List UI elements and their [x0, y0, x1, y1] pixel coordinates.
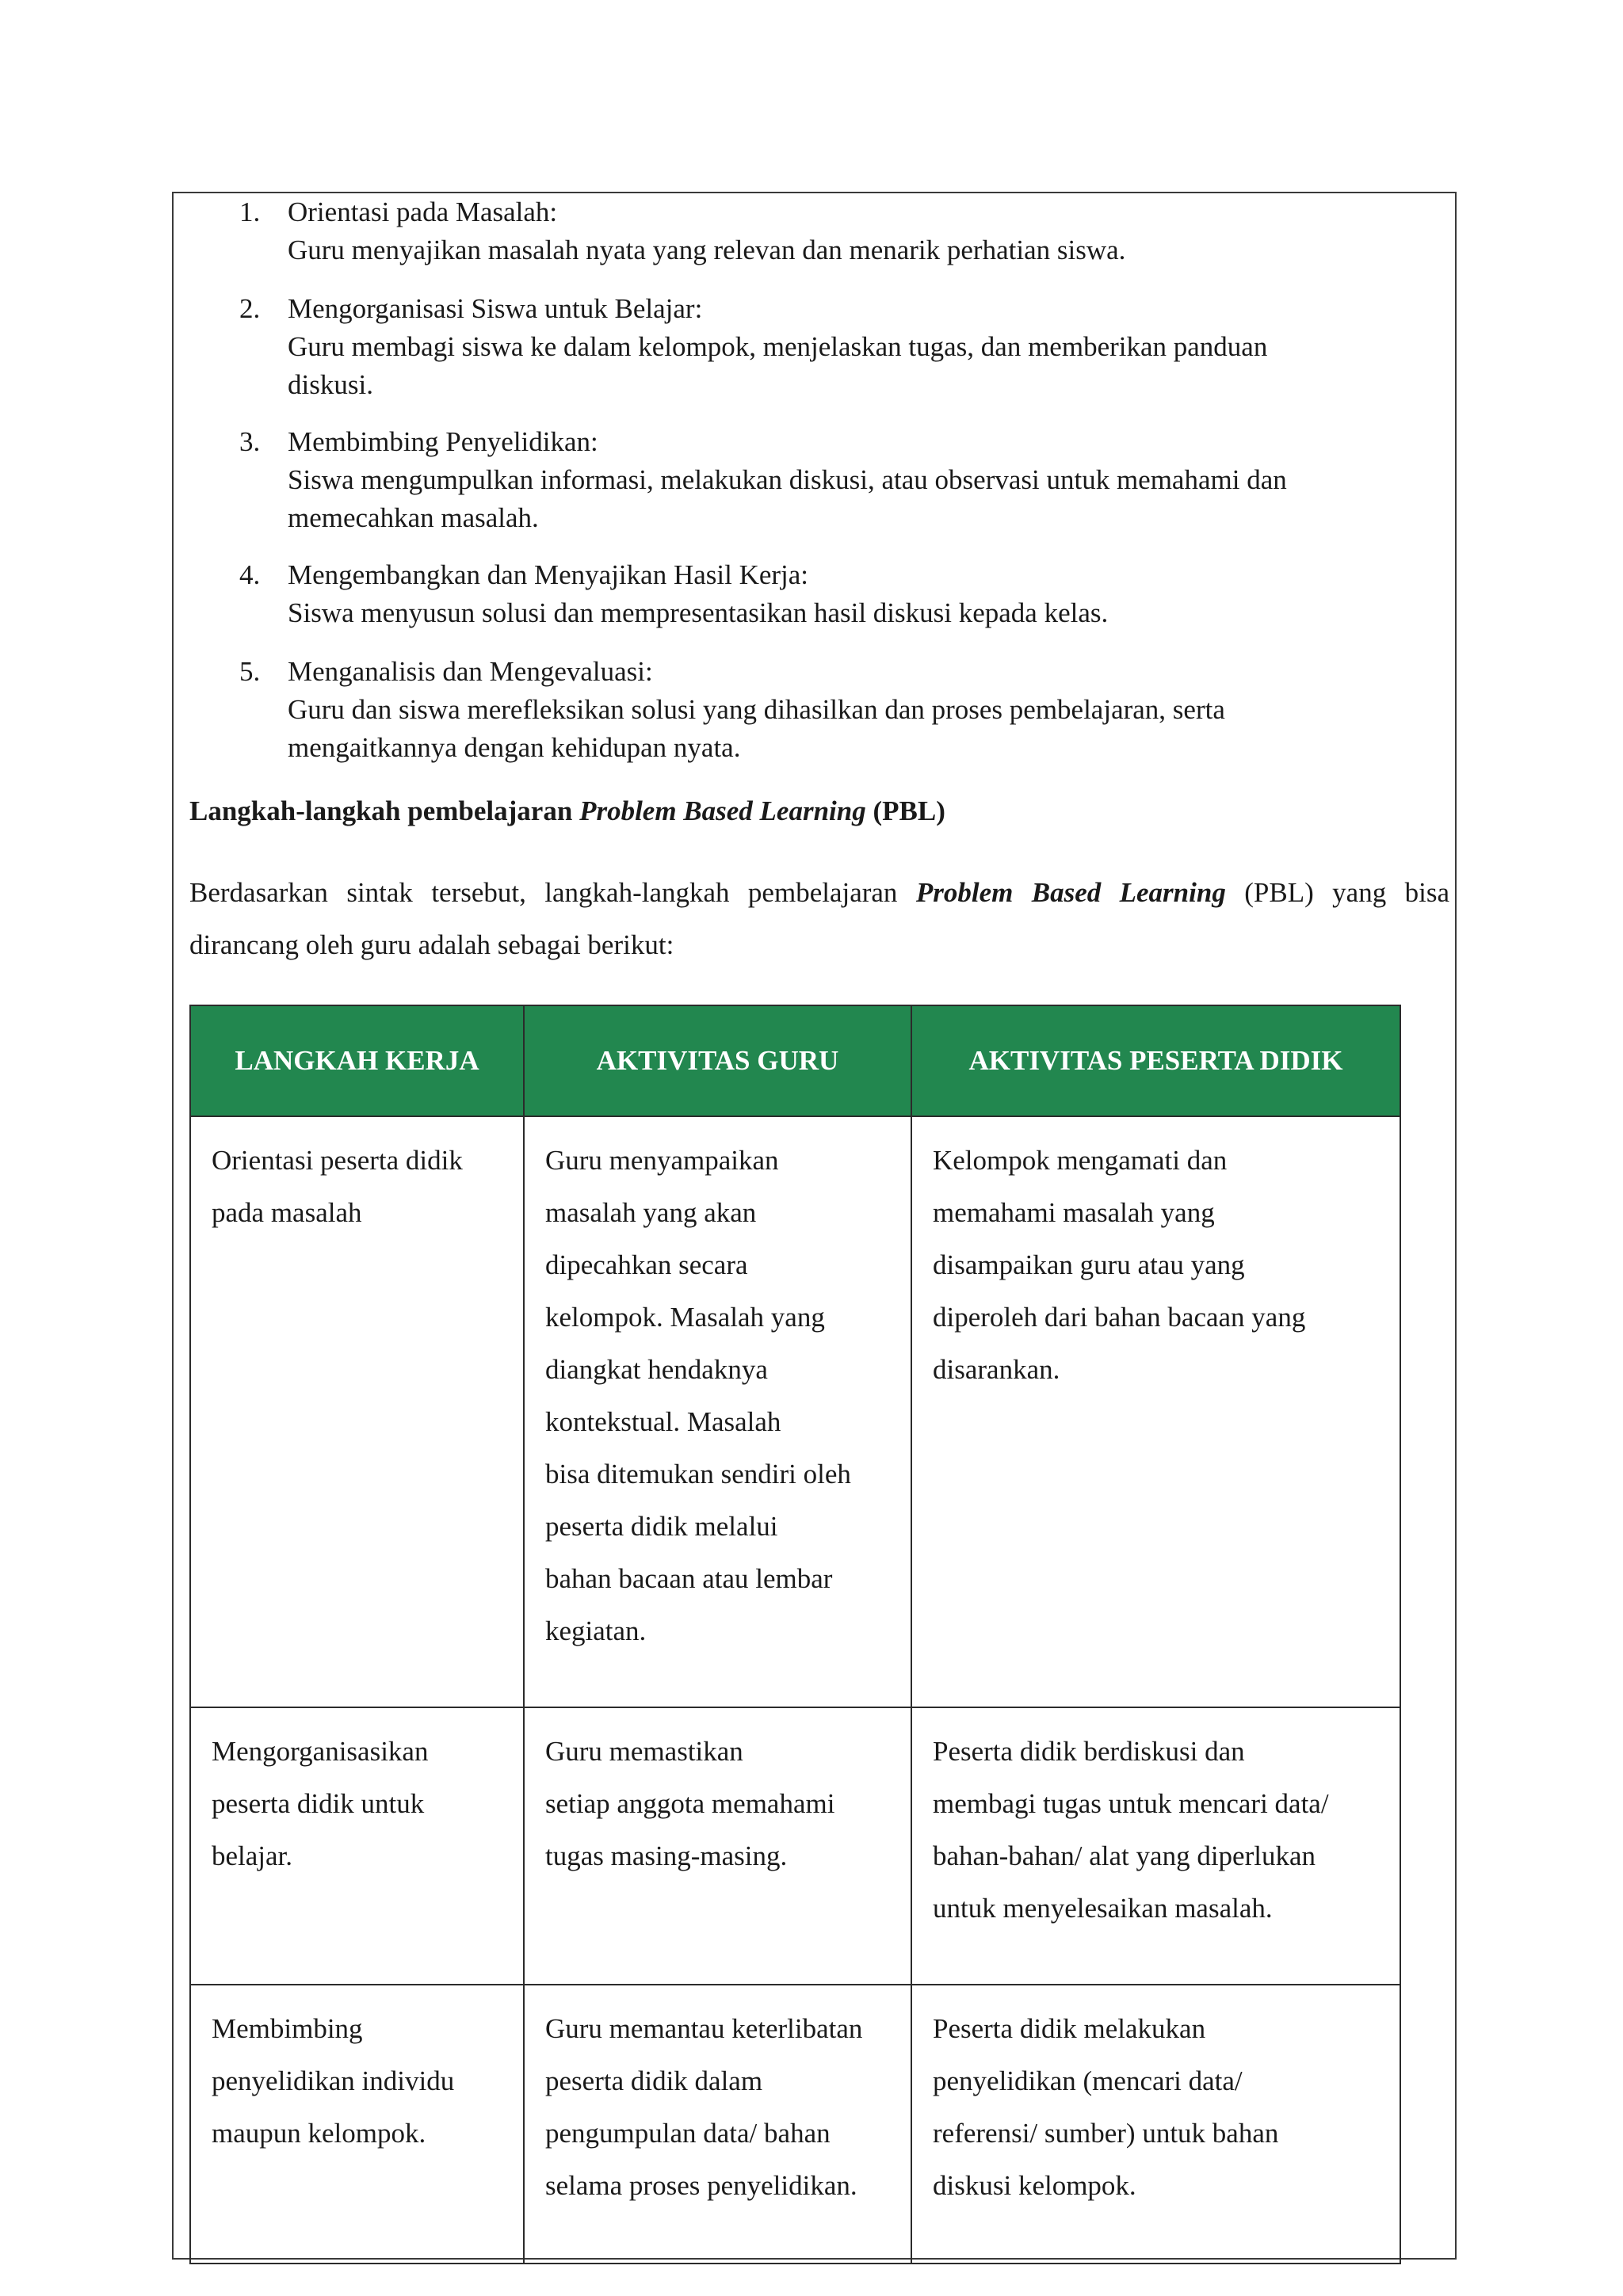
- table-header-row: [190, 1005, 1400, 1116]
- cell-line: Guru memantau keterlibatan: [545, 2013, 863, 2044]
- step-number: 3.: [239, 426, 261, 457]
- cell-line: diskusi kelompok.: [933, 2170, 1136, 2201]
- column-header: LANGKAH KERJA: [190, 1005, 524, 1116]
- table-cell: [524, 1116, 911, 1707]
- step-number: 4.: [239, 559, 261, 590]
- cell-line: penyelidikan (mencari data/: [933, 2065, 1243, 2096]
- step-description-line: Siswa mengumpulkan informasi, melakukan diskusi, atau observasi untuk memahami dan: [288, 464, 1287, 495]
- cell-line: setiap anggota memahami: [545, 1788, 835, 1819]
- step-description-line: Guru membagi siswa ke dalam kelompok, menjelaskan tugas, dan memberikan panduan: [288, 331, 1268, 362]
- cell-line: diangkat hendaknya: [545, 1354, 768, 1385]
- step-title: Menganalisis dan Mengevaluasi:: [288, 656, 653, 687]
- step-description-line: memecahkan masalah.: [288, 502, 539, 533]
- pbl-steps-table: [189, 1005, 1401, 2264]
- cell-line: pengumpulan data/ bahan: [545, 2118, 831, 2149]
- step-number: 5.: [239, 656, 261, 687]
- paragraph-line: dirancang oleh guru adalah sebagai berikut:: [189, 929, 674, 960]
- table-cell: [190, 1116, 524, 1707]
- table-cell: [190, 1707, 524, 1985]
- paragraph-emphasis: Problem Based Learning: [915, 877, 1226, 908]
- cell-line: peserta didik melalui: [545, 1511, 778, 1542]
- table-row: [190, 1707, 1400, 1985]
- cell-line: dipecahkan secara: [545, 1249, 748, 1280]
- cell-line: Peserta didik melakukan: [933, 2013, 1206, 2044]
- cell-line: penyelidikan individu: [212, 2065, 455, 2096]
- cell-line: Guru menyampaikan: [545, 1145, 779, 1176]
- step-number: 2.: [239, 293, 261, 324]
- table-cell: [190, 1985, 524, 2264]
- cell-line: Membimbing: [212, 2013, 363, 2044]
- cell-line: Kelompok mengamati dan: [933, 1145, 1228, 1176]
- cell-line: tugas masing-masing.: [545, 1840, 788, 1871]
- intro-paragraph: [189, 867, 1449, 971]
- step-title: Membimbing Penyelidikan:: [288, 426, 598, 457]
- cell-line: bahan-bahan/ alat yang diperlukan: [933, 1840, 1316, 1871]
- paragraph-text: (PBL) yang bisa: [1225, 877, 1449, 908]
- step-title: Orientasi pada Masalah:: [288, 196, 558, 227]
- step-description-line: Guru dan siswa merefleksikan solusi yang dihasilkan dan proses pembelajaran, serta: [288, 694, 1225, 725]
- table-cell: [911, 1707, 1400, 1985]
- step-title: Mengorganisasi Siswa untuk Belajar:: [288, 293, 703, 324]
- cell-line: maupun kelompok.: [212, 2118, 426, 2149]
- table-row: [190, 1985, 1400, 2264]
- heading-text: Langkah-langkah pembelajaran: [189, 795, 580, 826]
- section-heading: [189, 792, 945, 830]
- paragraph-text: Berdasarkan sintak tersebut, langkah-langkah pembelajaran: [189, 877, 916, 908]
- heading-suffix-text: (PBL): [865, 795, 945, 826]
- cell-line: bahan bacaan atau lembar: [545, 1563, 833, 1594]
- step-title: Mengembangkan dan Menyajikan Hasil Kerja:: [288, 559, 809, 590]
- table-cell: [911, 1985, 1400, 2264]
- cell-line: Guru memastikan: [545, 1736, 743, 1767]
- cell-line: bisa ditemukan sendiri oleh: [545, 1459, 851, 1489]
- cell-line: masalah yang akan: [545, 1197, 757, 1228]
- cell-line: belajar.: [212, 1840, 293, 1871]
- cell-line: disampaikan guru atau yang: [933, 1249, 1245, 1280]
- step-description-line: diskusi.: [288, 369, 373, 400]
- step-description-line: mengaitkannya dengan kehidupan nyata.: [288, 732, 741, 763]
- table-cell: [911, 1116, 1400, 1707]
- cell-line: Peserta didik berdiskusi dan: [933, 1736, 1245, 1767]
- cell-line: kelompok. Masalah yang: [545, 1302, 825, 1333]
- cell-line: memahami masalah yang: [933, 1197, 1215, 1228]
- heading-italic-text: Problem Based Learning: [579, 795, 866, 826]
- column-header: AKTIVITAS GURU: [524, 1005, 911, 1116]
- cell-line: kontekstual. Masalah: [545, 1406, 781, 1437]
- cell-line: Orientasi peserta didik: [212, 1145, 463, 1176]
- cell-line: membagi tugas untuk mencari data/: [933, 1788, 1329, 1819]
- column-header: AKTIVITAS PESERTA DIDIK: [911, 1005, 1400, 1116]
- cell-line: Mengorganisasikan: [212, 1736, 429, 1767]
- table-cell: [524, 1707, 911, 1985]
- content-frame: [172, 192, 1457, 2260]
- paragraph-line: [189, 867, 1449, 919]
- step-number: 1.: [239, 196, 261, 227]
- table-row: [190, 1116, 1400, 1707]
- cell-line: disarankan.: [933, 1354, 1060, 1385]
- cell-line: peserta didik untuk: [212, 1788, 425, 1819]
- cell-line: referensi/ sumber) untuk bahan: [933, 2118, 1279, 2149]
- table-cell: [524, 1985, 911, 2264]
- step-description-line: Guru menyajikan masalah nyata yang relevan dan menarik perhatian siswa.: [288, 235, 1126, 265]
- cell-line: peserta didik dalam: [545, 2065, 763, 2096]
- cell-line: kegiatan.: [545, 1615, 647, 1646]
- cell-line: pada masalah: [212, 1197, 362, 1228]
- cell-line: selama proses penyelidikan.: [545, 2170, 857, 2201]
- cell-line: untuk menyelesaikan masalah.: [933, 1893, 1273, 1924]
- step-description-line: Siswa menyusun solusi dan mempresentasikan hasil diskusi kepada kelas.: [288, 597, 1109, 628]
- cell-line: diperoleh dari bahan bacaan yang: [933, 1302, 1306, 1333]
